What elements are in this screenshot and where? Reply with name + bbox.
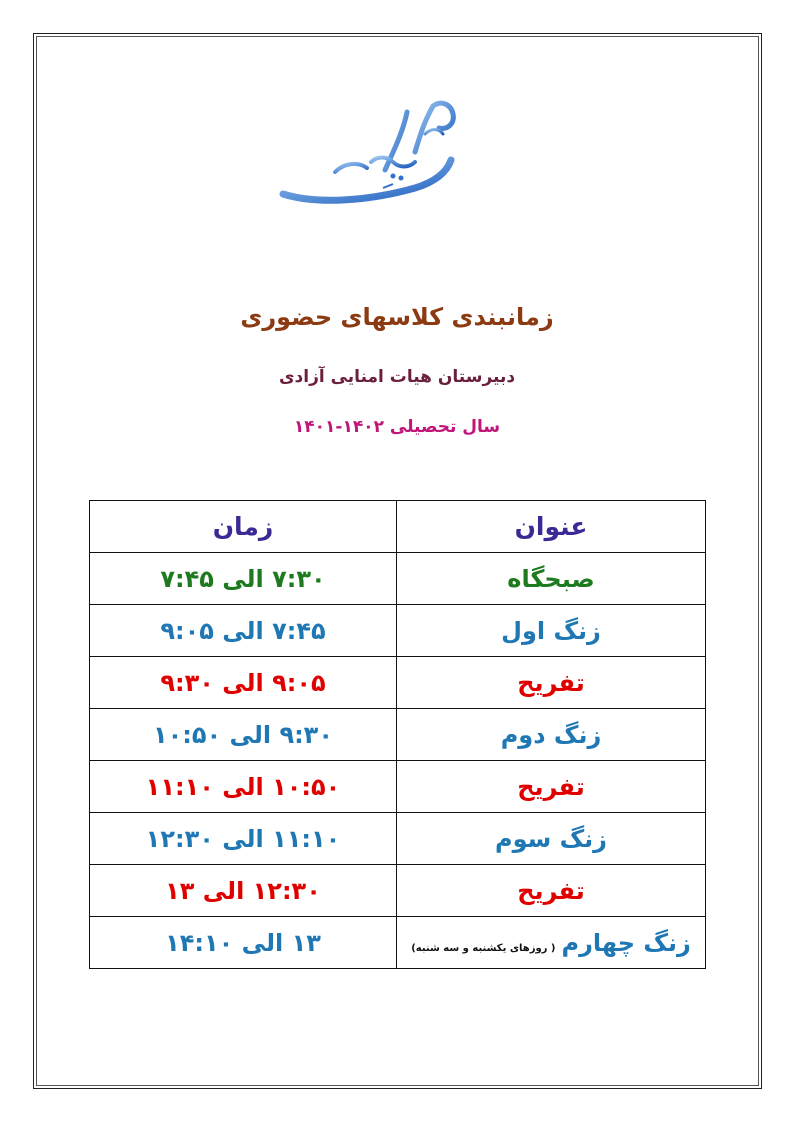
row-title [397, 761, 706, 813]
row-time: ۱۰:۵۰ الی ۱۱:۱۰ [90, 761, 397, 813]
row-title [397, 657, 706, 709]
school-name: دبیرستان هیات امنایی آزادی [278, 367, 516, 387]
header-title: عنوان [397, 501, 706, 553]
row-title-text: زنگ سوم [495, 824, 607, 853]
table-row [90, 917, 706, 969]
row-title [397, 813, 706, 865]
row-title-text: زنگ اول [501, 616, 601, 645]
bismillah-calligraphy-logo [275, 92, 475, 212]
table-row [90, 605, 706, 657]
row-time: ۹:۳۰ الی ۱۰:۵۰ [90, 709, 397, 761]
row-title-text: صبحگاه [507, 564, 595, 593]
row-title [397, 709, 706, 761]
row-title [397, 917, 706, 969]
row-time: ۹:۰۵ الی ۹:۳۰ [90, 657, 397, 709]
page-title: زمانبندی کلاسهای حضوری [240, 303, 554, 331]
row-title-text: تفریح [517, 668, 585, 697]
table-header-row [90, 501, 706, 553]
row-title-text: زنگ چهارم [561, 928, 691, 957]
row-title-text: تفریح [517, 772, 585, 801]
table-row [90, 553, 706, 605]
row-time: ۷:۴۵ الی ۹:۰۵ [90, 605, 397, 657]
table-row [90, 865, 706, 917]
table-row [90, 761, 706, 813]
academic-year: سال تحصیلی ۱۴۰۲-۱۴۰۱ [293, 417, 501, 437]
row-title-text: زنگ دوم [500, 720, 602, 749]
row-note: ( روزهای یکشنبه و سه شنبه) [411, 942, 556, 954]
row-title [397, 553, 706, 605]
table-row [90, 709, 706, 761]
row-time: ۱۳ الی ۱۴:۱۰ [90, 917, 397, 969]
schedule-table [89, 500, 706, 969]
row-time: ۱۱:۱۰ الی ۱۲:۳۰ [90, 813, 397, 865]
row-time: ۱۲:۳۰ الی ۱۳ [90, 865, 397, 917]
row-title-text: تفریح [517, 876, 585, 905]
row-time: ۷:۳۰ الی ۷:۴۵ [90, 553, 397, 605]
header-time: زمان [90, 501, 397, 553]
table-row [90, 813, 706, 865]
table-row [90, 657, 706, 709]
row-title [397, 865, 706, 917]
row-title [397, 605, 706, 657]
